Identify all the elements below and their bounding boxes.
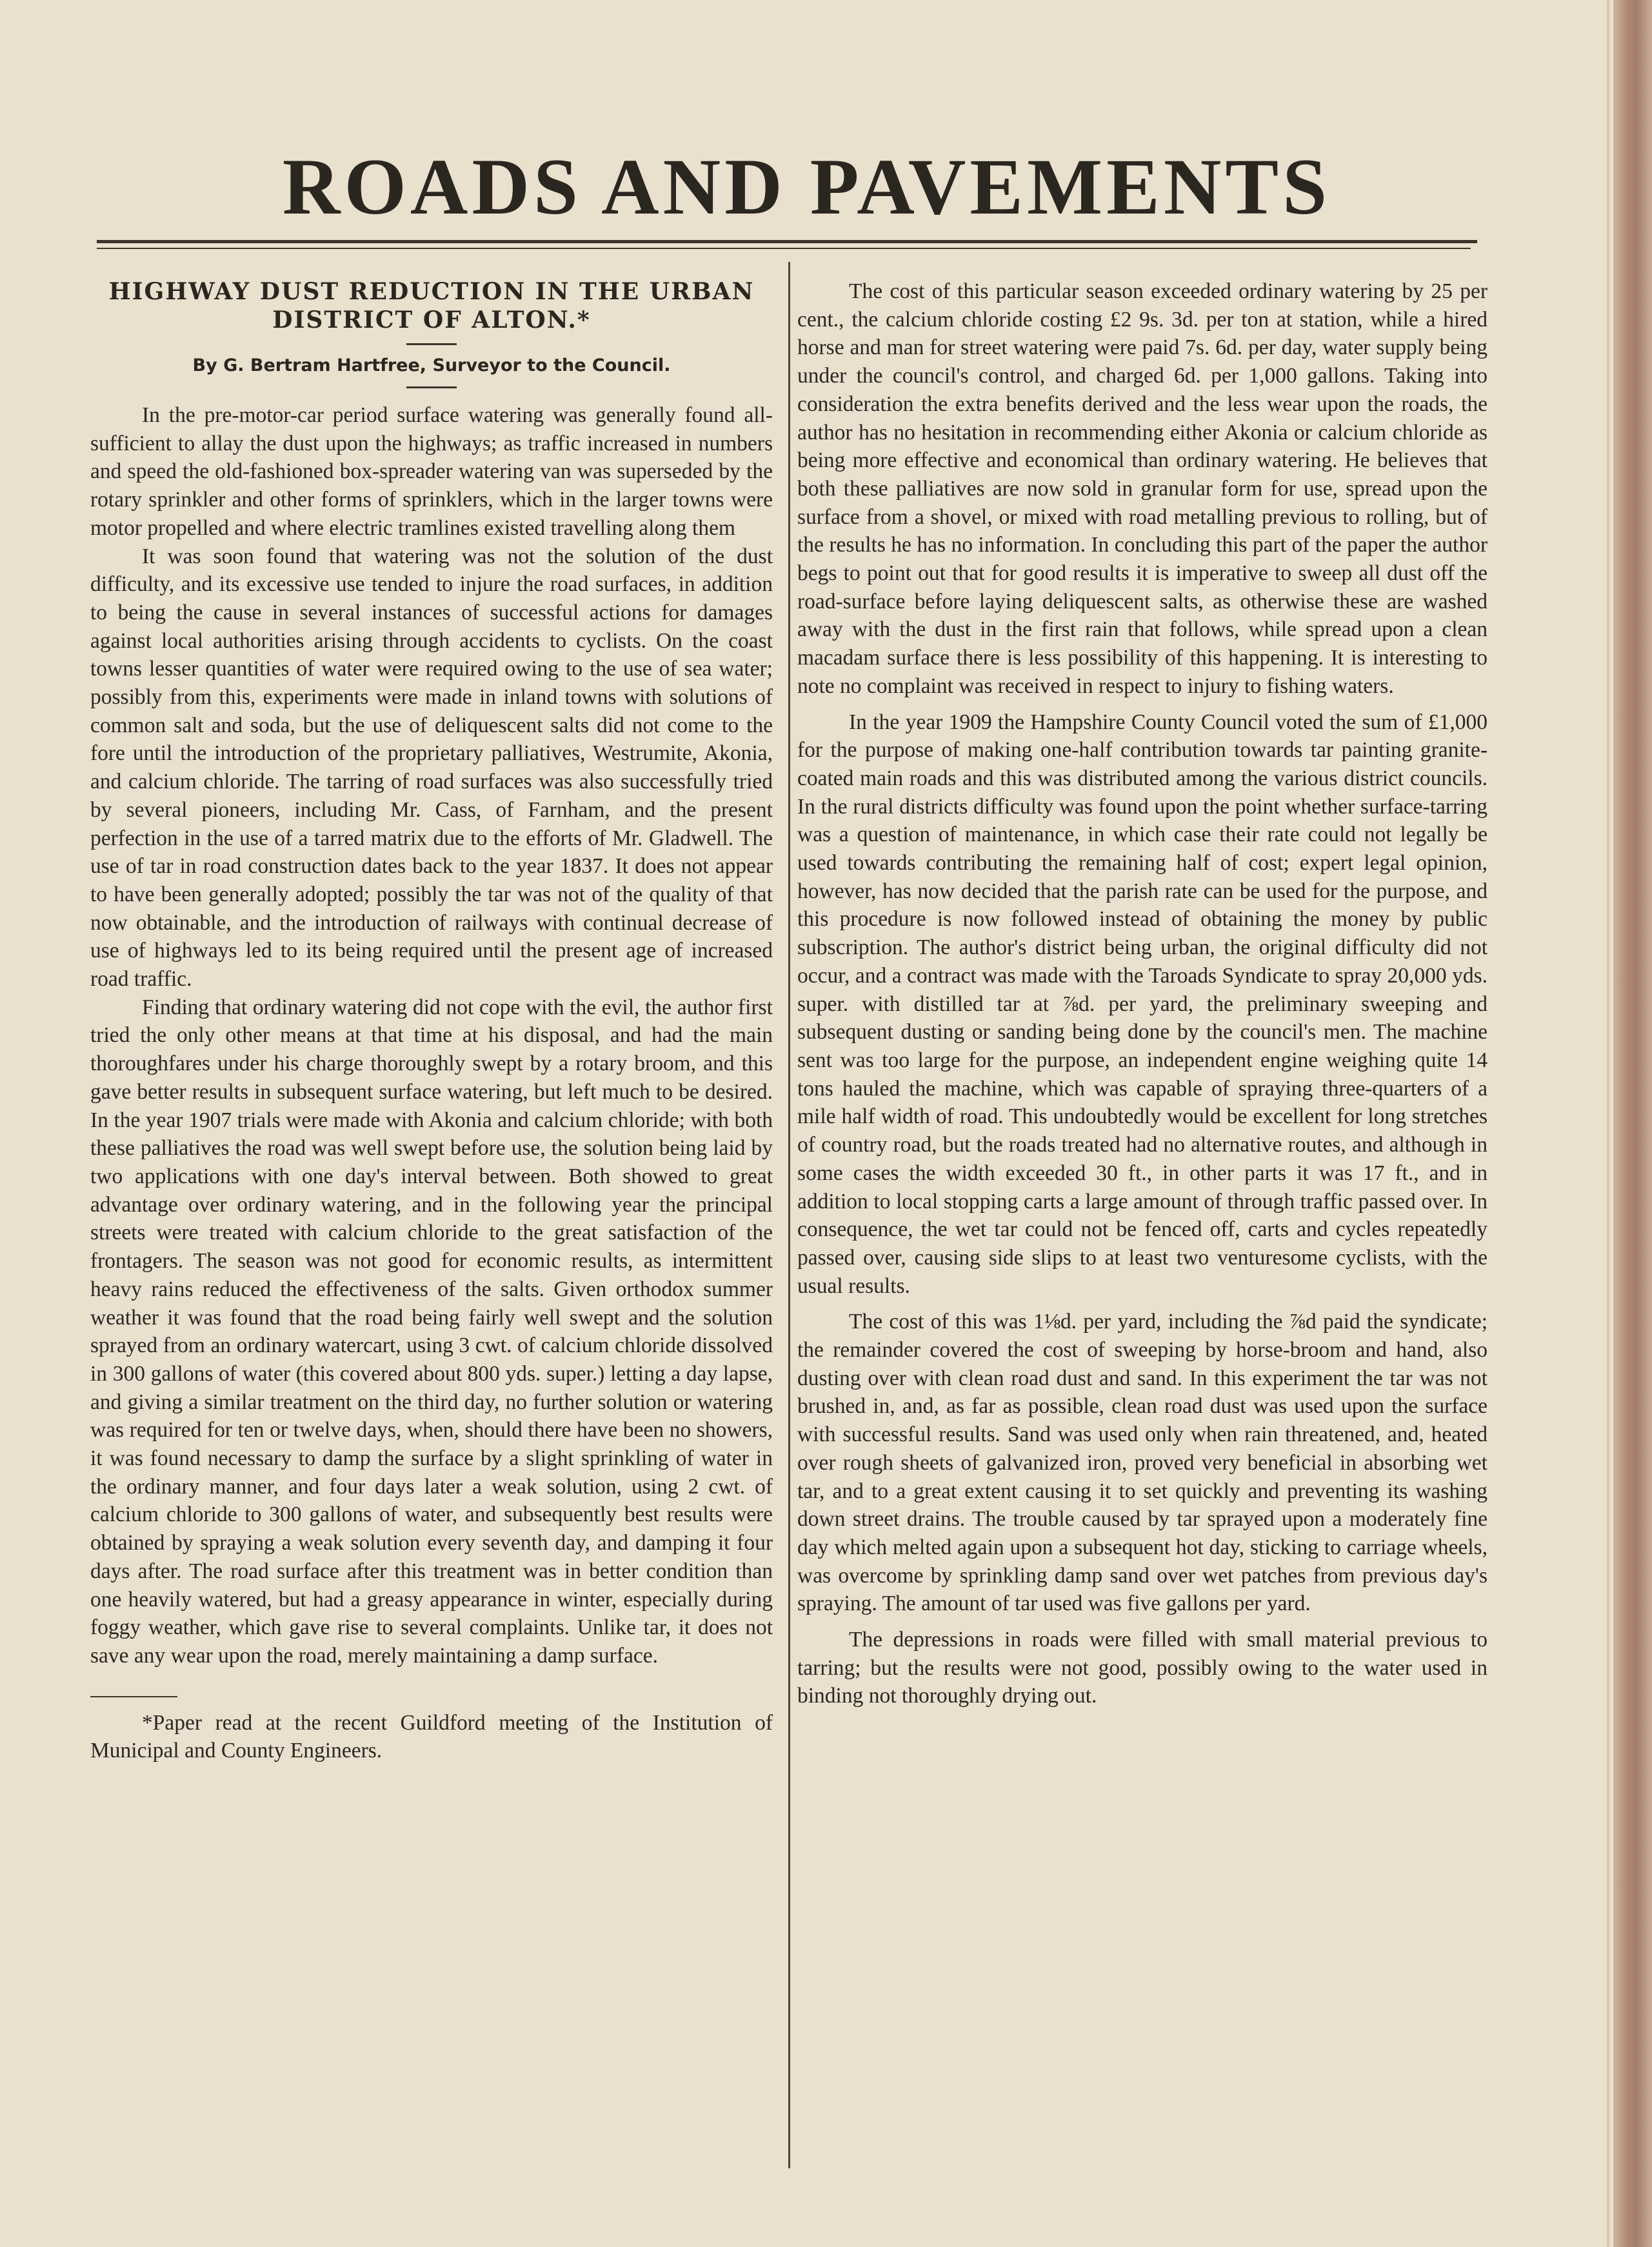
masthead-rule-thick [97, 240, 1477, 243]
left-paragraph-3: Finding that ordinary watering did not cope with the evil, the author first tried the only other means at that time at his disposal, and had the main thoroughfares under his charge thoroughly swept by a rotary broom, and this gave better results in subsequent surface watering, but left much to be desired. In the year 1907 trials were made with Akonia and calcium chloride; with both these palliatives the road was well swept before use, the solution being laid by two applications with one day's interval between. Both showed to great advantage over ordinary watering, and in the following year the principal streets were treated with calcium chloride to the great satisfaction of the frontagers. The season was not good for economic results, as intermittent heavy rains reduced the effectiveness of the salts. Given orthodox summer weather it was found that the road being fairly well swept and the solution sprayed from an ordinary watercart, using 3 cwt. of calcium chloride dissolved in 300 gallons of water (this covered about 800 yds. super.) letting a day lapse, and giving a similar treatment on the third day, no further solution or watering was required for ten or twelve days, when, should there have been no showers, it was found necessary to damp the surface by a slight sprinkling of water in the ordinary manner, and four days later a weak solution, using 2 cwt. of calcium chloride to 300 gallons of water, and subsequently best results were obtained by spraying a weak solution every seventh day, and damping it four days after. The road surface after this treatment was in better condition than one heavily watered, but had a greasy appearance in winter, especially during foggy weather, which gave rise to several complaints. Unlike tar, it does not save any wear upon the road, merely maintaining a damp surface. [90, 995, 773, 1668]
title-rule [406, 343, 457, 345]
page-edge-line [1607, 0, 1609, 2247]
article-byline: By G. Bertram Hartfree, Surveyor to the Council. [192, 355, 671, 375]
footnote: *Paper read at the recent Guildford meeting of the Institution of Municipal and County Engineers. [90, 1710, 773, 1763]
column-divider [788, 262, 790, 2168]
byline-rule [406, 386, 457, 388]
right-column [797, 277, 1488, 1710]
left-paragraph-1: In the pre-motor-car period surface watering was generally found all-sufficient to allay the dust upon the highways; as traffic increased in numbers and speed the old-fashioned box-spreader watering van was superseded by the rotary sprinkler and other forms of sprinklers, which in the larger towns were motor propelled and where electric tramlines existed travelling along them [90, 403, 773, 540]
left-paragraph-2: It was soon found that watering was not the solution of the dust difficulty, and its excessive use tended to injure the road surfaces, in addition to being the cause in several instances of successful actions for damages against local authorities arising through accidents to cyclists. On the coast towns lesser quantities of water were required owing to the use of sea water; possibly from this, experiments were made in inland towns with solutions of common salt and soda, but the use of deliquescent salts did not come to the fore until the introduction of the proprietary palliatives, Westrumite, Akonia, and calcium chloride. The tarring of road surfaces was also successfully tried by several pioneers, including Mr. Cass, of Farnham, and the present perfection in the use of a tarred matrix due to the efforts of Mr. Gladwell. The use of tar in road construction dates back to the year 1837. It does not appear to have been generally adopted; possibly the tar was not of the quality of that now obtainable, and the introduction of railways with continual decrease of use of highways led to its being required until the present age of increased road traffic. [90, 544, 773, 992]
section-masthead: ROADS AND PAVEMENTS [282, 143, 1331, 231]
right-paragraph-4: The depressions in roads were filled with small material previous to tarring; but the results were not good, possibly owing to the water used in binding not thoroughly drying out. [797, 1628, 1488, 1708]
right-paragraph-2: In the year 1909 the Hampshire County Council voted the sum of £1,000 for the purpose of making one-half contribution towards tar painting granite-coated main roads and this was distributed among the various district councils. In the rural districts difficulty was found upon the point whether surface-tarring was a question of maintenance, in which case their rate could not legally be used towards contributing the remaining half of cost; expert legal opinion, however, has now decided that the parish rate can be used for the purpose, and this procedure is now followed instead of obtaining the money by public subscription. The author's district being urban, the original difficulty did not occur, and a contract was made with the Taroads Syndicate to spray 20,000 yds. super. with distilled tar at ⅞d. per yard, the preliminary sweeping and subsequent dusting or sanding being done by the council's men. The machine sent was too large for the purpose, an independent engine weighing quite 14 tons hauled the machine, which was capable of spraying three-quarters of a mile half width of road. This undoubtedly would be excellent for long stretches of country road, but the roads treated had no alternative routes, and although in some cases the width exceeded 30 ft., in other parts it was 17 ft., and in addition to local stopping carts a large amount of through traffic passed over. In consequence, the wet tar could not be fenced off, carts and cycles repeatedly passed over, causing side slips to at least two venturesome cyclists, with the usual results. [797, 710, 1488, 1298]
right-paragraph-1: The cost of this particular season exceeded ordinary watering by 25 per cent., the calcium chloride costing £2 9s. 3d. per ton at station, while a hired horse and man for street watering were paid 7s. 6d. per day, water supply being under the council's control, and charged 6d. per 1,000 gallons. Taking into consideration the extra benefits derived and the less wear upon the roads, the author has no hesitation in recommending either Akonia or calcium chloride as being more effective and economical than ordinary watering. He believes that both these palliatives are now sold in granular form for use, spread upon the surface from a shovel, or mixed with road metalling previous to rolling, but of the results he has no information. In concluding this part of the paper the author begs to point out that for good results it is imperative to sweep all dust off the road-surface before laying deliquescent salts, as otherwise these are washed away with the dust in the first rain that follows, while spread upon a clean macadam surface there is less possibility of this happening. It is interesting to note no complaint was received in respect to injury to fishing waters. [797, 279, 1488, 698]
left-column [90, 277, 773, 1765]
masthead-rule-thin [97, 248, 1471, 249]
page-edge [1613, 0, 1652, 2247]
article-title: HIGHWAY DUST REDUCTION IN THE URBAN DISTRICT OF ALTON.* [108, 278, 755, 334]
footnote-rule [90, 1696, 177, 1697]
right-paragraph-3: The cost of this was 1⅛d. per yard, including the ⅞d paid the syndicate; the remainder covered the cost of sweeping by horse-broom and hand, also dusting over with clean road dust and sand. In this experiment the tar was not brushed in, and, as far as possible, clean road dust was used upon the surface with successful results. Sand was used only when rain threatened, and, heated over rough sheets of galvanized iron, proved very beneficial in absorbing wet tar, and to a great extent causing it to set quickly and preventing its washing down street drains. The trouble caused by tar sprayed upon a moderately fine day which melted again upon a subsequent hot day, sticking to carriage wheels, was overcome by sprinkling damp sand over wet patches from previous day's spraying. The amount of tar used was five gallons per yard. [797, 1310, 1488, 1616]
